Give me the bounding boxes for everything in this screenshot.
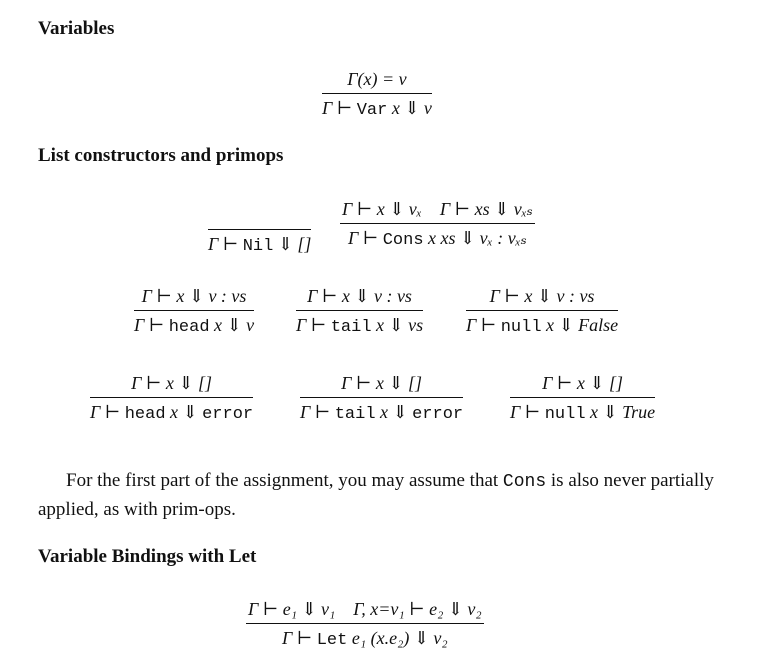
rule-var-premise: Γ(x) = v (347, 69, 407, 89)
rule-nil-conclusion: Γ ⊢ Nil ⇓ [] (208, 234, 312, 256)
rule-tail-ok-premise: Γ ⊢ x ⇓ v : vs (307, 286, 412, 306)
rule-tail-err-conclusion: Γ ⊢ tail x ⇓ error (300, 402, 464, 424)
rule-nil (208, 206, 311, 255)
section-heading-let: Variable Bindings with Let (38, 546, 257, 567)
rule-null-true-conclusion: Γ ⊢ null x ⇓ True (510, 402, 656, 424)
rule-let-premise-2: Γ, x=v₁ ⊢ e₂ ⇓ v₂ (353, 599, 482, 619)
rule-null-false (466, 287, 618, 336)
rule-let-premise-1: Γ ⊢ e₁ ⇓ v₁ (248, 599, 336, 619)
section-heading-list: List constructors and primops (38, 145, 284, 166)
rule-let (246, 600, 484, 649)
rule-tail-ok (296, 287, 423, 336)
rule-null-false-conclusion: Γ ⊢ null x ⇓ False (466, 315, 619, 337)
rule-null-true (510, 374, 655, 423)
rule-cons (340, 200, 535, 249)
rule-head-ok-conclusion: Γ ⊢ head x ⇓ v (134, 315, 255, 337)
body-paragraph: For the first part of the assignment, you may assume that Cons is also never partially applied, as with prim-ops. (38, 470, 714, 520)
rule-tail-err (300, 374, 463, 423)
rule-cons-premise-2: Γ ⊢ xs ⇓ vₓₛ (439, 199, 533, 219)
rule-head-ok (134, 287, 254, 336)
rule-cons-conclusion: Γ ⊢ Cons x xs ⇓ vₓ : vₓₛ (348, 228, 527, 250)
rule-cons-premise-1: Γ ⊢ x ⇓ vₓ (342, 199, 422, 219)
rule-null-true-premise: Γ ⊢ x ⇓ [] (542, 373, 623, 393)
rule-head-err-premise: Γ ⊢ x ⇓ [] (131, 373, 212, 393)
rule-var-conclusion: Γ ⊢ Var x ⇓ v (322, 98, 432, 120)
rule-head-ok-premise: Γ ⊢ x ⇓ v : vs (141, 286, 247, 306)
section-heading-variables: Variables (38, 18, 115, 39)
rule-head-err-conclusion: Γ ⊢ head x ⇓ error (90, 402, 254, 424)
inline-code: Cons (502, 472, 547, 492)
rule-null-false-premise: Γ ⊢ x ⇓ v : vs (489, 286, 595, 306)
rule-head-err (90, 374, 253, 423)
rule-var (322, 70, 432, 119)
rule-tail-ok-conclusion: Γ ⊢ tail x ⇓ vs (296, 315, 424, 337)
rule-tail-err-premise: Γ ⊢ x ⇓ [] (341, 373, 422, 393)
rule-let-conclusion: Γ ⊢ Let e₁ (x.e₂) ⇓ v₂ (282, 628, 448, 650)
